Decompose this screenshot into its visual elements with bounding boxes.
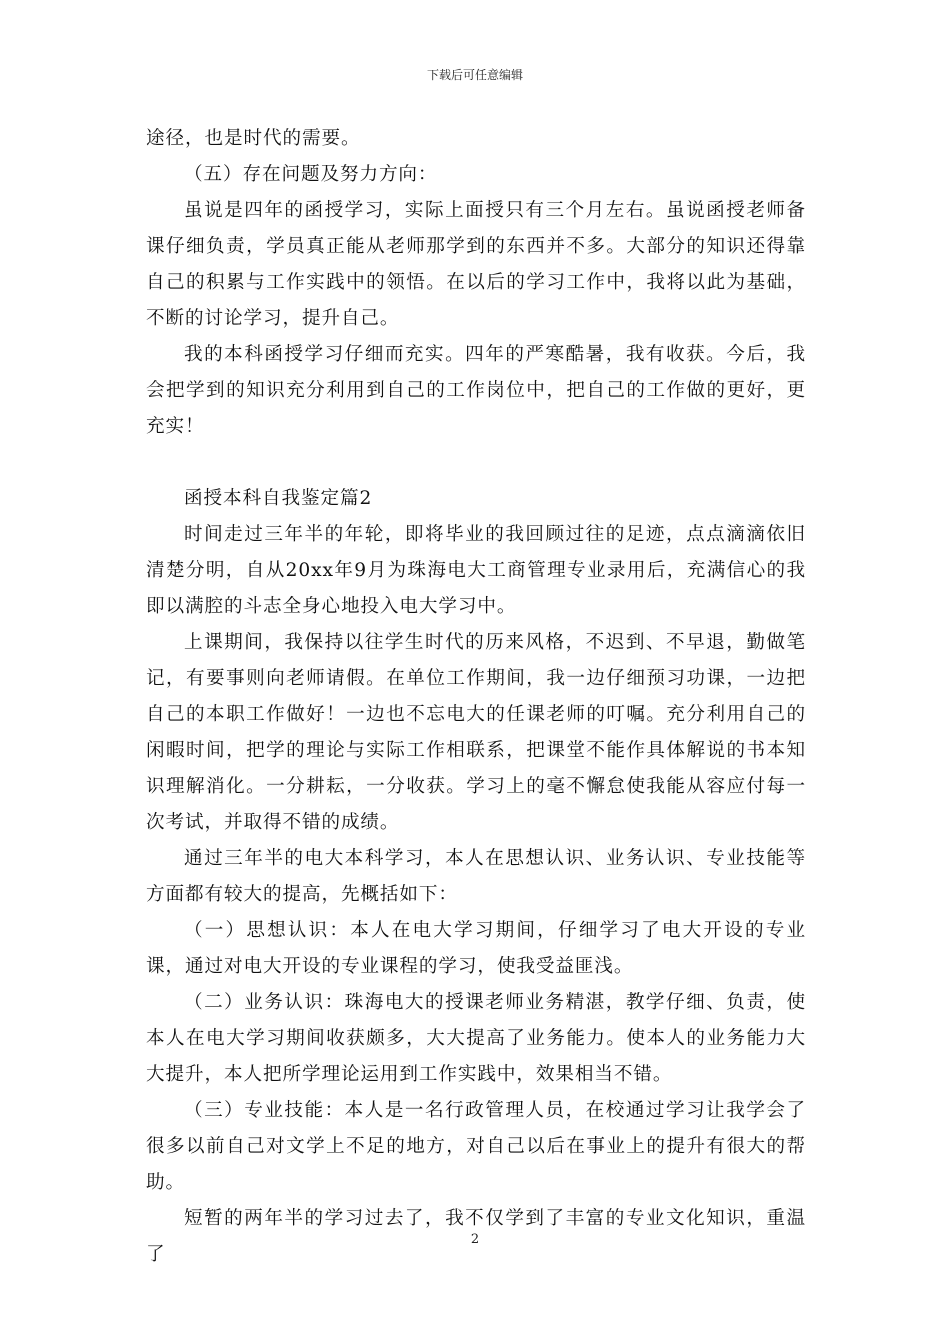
paragraph-thought: （一）思想认识：本人在电大学习期间，仔细学习了电大开设的专业课，通过对电大开设的专业课程的学习，使我受益匪浅。 (146, 920, 806, 977)
paragraph: 上课期间，我保持以往学生时代的历来风格，不迟到、不早退，勤做笔记，有要事则向老师请假。在单位工作期间，我一边仔细预习功课，一边把自己的本职工作做好！一边也不忘电大的任课老师的叮嘱。充分利用自己的闲暇时间，把学的理论与实际工作相联系，把课堂不能作具体解说的书本知识理解消化。一分耕耘，一分收获。学习上的毫不懈怠使我能从容应付每一次考试，并取得不错的成绩。 (146, 632, 806, 833)
paragraph: 虽说是四年的函授学习，实际上面授只有三个月左右。虽说函授老师备课仔细负责，学员真正能从老师那学到的东西并不多。大部分的知识还得靠自己的积累与工作实践中的领悟。在以后的学习工作中，我将以此为基础，不断的讨论学习，提升自己。 (146, 200, 806, 329)
document-body (146, 121, 806, 1273)
paragraph: 时间走过三年半的年轮，即将毕业的我回顾过往的足迹，点点滴滴依旧清楚分明，自从20xx年9月为珠海电大工商管理专业录用后，充满信心的我即以满腔的斗志全身心地投入电大学习中。 (146, 524, 806, 617)
paragraph: 通过三年半的电大本科学习，本人在思想认识、业务认识、专业技能等方面都有较大的提高，先概括如下： (146, 848, 806, 905)
article-title: 函授本科自我鉴定篇2 (184, 488, 373, 509)
paragraph-skills: （三）专业技能：本人是一名行政管理人员，在校通过学习让我学会了很多以前自己对文学上不足的地方，对自己以后在事业上的提升有很大的帮助。 (146, 1100, 806, 1193)
paragraph-continuation: 途径，也是时代的需要。 (146, 128, 361, 149)
section-heading-problems: （五）存在问题及努力方向： (184, 164, 438, 185)
paragraph-business: （二）业务认识：珠海电大的授课老师业务精湛，教学仔细、负责，使本人在电大学习期间收获颇多，大大提高了业务能力。使本人的业务能力大大提升，本人把所学理论运用到工作实践中，效果相当不错。 (146, 992, 806, 1085)
page-header: 下载后可任意编辑 (426, 68, 523, 82)
paragraph: 我的本科函授学习仔细而充实。四年的严寒酷暑，我有收获。今后，我会把学到的知识充分利用到自己的工作岗位中，把自己的工作做的更好，更充实！ (146, 344, 806, 437)
blank-line (146, 445, 806, 481)
paragraph: 短暂的两年半的学习过去了，我不仅学到了丰富的专业文化知识，重温了 (146, 1208, 806, 1265)
page-number: 2 (470, 1232, 480, 1247)
